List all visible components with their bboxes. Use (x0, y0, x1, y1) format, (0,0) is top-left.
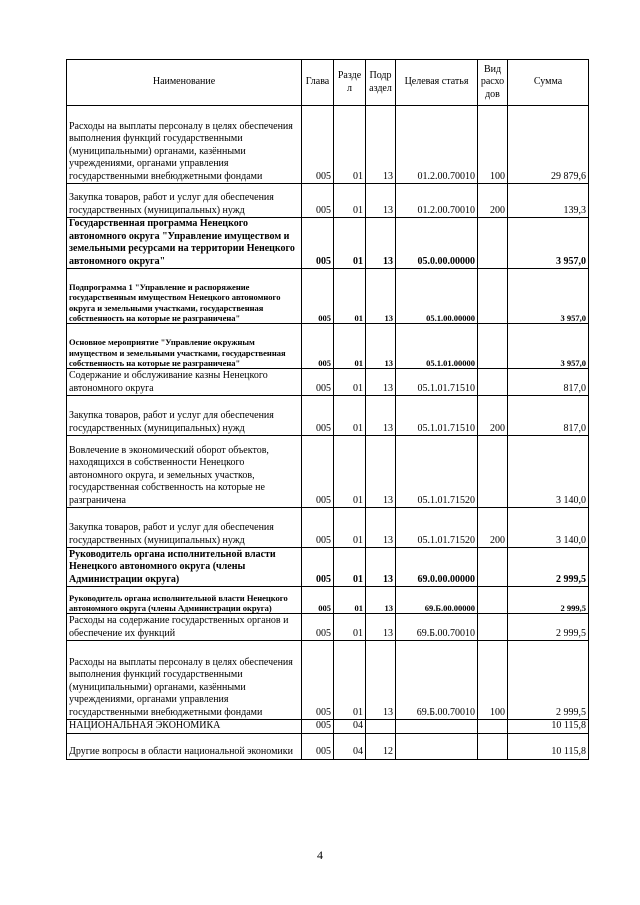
cell-target: 05.1.00.00000 (396, 269, 478, 324)
cell-vid (478, 218, 508, 269)
cell-vid (478, 720, 508, 734)
cell-name: Закупка товаров, работ и услуг для обеспечения государственных (муниципальных) нужд (67, 184, 302, 218)
cell-razdel: 01 (334, 587, 366, 614)
cell-glava: 005 (302, 614, 334, 641)
cell-podrazdel: 13 (366, 324, 396, 369)
cell-glava: 005 (302, 106, 334, 184)
table-row (67, 720, 589, 734)
cell-razdel: 04 (334, 733, 366, 759)
cell-glava: 005 (302, 548, 334, 587)
cell-podrazdel: 13 (366, 508, 396, 548)
cell-vid (478, 369, 508, 396)
cell-vid (478, 269, 508, 324)
cell-podrazdel: 13 (366, 269, 396, 324)
cell-glava: 005 (302, 218, 334, 269)
page-number: 4 (317, 848, 323, 862)
cell-razdel: 01 (334, 324, 366, 369)
cell-name: Расходы на выплаты персоналу в целях обеспечения выполнения функций государственными (муниципальными) органами, казёнными учреждениями, органами управления государственными внебюджетными фондами (67, 106, 302, 184)
cell-razdel: 01 (334, 641, 366, 720)
cell-glava: 005 (302, 436, 334, 508)
cell-glava: 005 (302, 396, 334, 436)
cell-razdel: 01 (334, 508, 366, 548)
cell-name: Содержание и обслуживание казны Ненецкого автономного округа (67, 369, 302, 396)
cell-razdel: 01 (334, 548, 366, 587)
table-row (67, 508, 589, 548)
cell-name: Руководитель органа исполнительной власти Ненецкого автономного округа (члены Администрации округа) (67, 548, 302, 587)
cell-vid: 100 (478, 106, 508, 184)
cell-sum: 3 957,0 (508, 324, 589, 369)
cell-razdel: 01 (334, 396, 366, 436)
cell-sum: 2 999,5 (508, 614, 589, 641)
table-row (67, 436, 589, 508)
cell-vid (478, 733, 508, 759)
budget-table (66, 59, 589, 760)
cell-sum: 2 999,5 (508, 641, 589, 720)
header-glava: Глава (302, 60, 334, 106)
cell-glava: 005 (302, 587, 334, 614)
cell-vid: 200 (478, 184, 508, 218)
cell-vid: 200 (478, 508, 508, 548)
cell-podrazdel: 13 (366, 218, 396, 269)
cell-target: 05.1.01.71520 (396, 436, 478, 508)
cell-sum: 3 140,0 (508, 436, 589, 508)
cell-glava: 005 (302, 324, 334, 369)
cell-podrazdel: 13 (366, 184, 396, 218)
cell-glava: 005 (302, 641, 334, 720)
cell-target: 05.1.01.00000 (396, 324, 478, 369)
header-podrazdel: Подр аздел (366, 60, 396, 106)
cell-target: 05.1.01.71520 (396, 508, 478, 548)
cell-sum: 29 879,6 (508, 106, 589, 184)
cell-sum: 10 115,8 (508, 733, 589, 759)
cell-target: 69.Б.00.70010 (396, 614, 478, 641)
table-row (67, 106, 589, 184)
cell-sum: 817,0 (508, 369, 589, 396)
table-row (67, 269, 589, 324)
table-row (67, 184, 589, 218)
cell-sum: 2 999,5 (508, 548, 589, 587)
cell-target (396, 720, 478, 734)
cell-target: 05.1.01.71510 (396, 396, 478, 436)
cell-razdel: 01 (334, 218, 366, 269)
header-target: Целевая статья (396, 60, 478, 106)
cell-glava: 005 (302, 369, 334, 396)
cell-name: Основное мероприятие "Управление окружным имуществом и земельными участками, государственная собственность на которые не разграничена" (67, 324, 302, 369)
cell-target: 69.Б.00.00000 (396, 587, 478, 614)
cell-target: 05.0.00.00000 (396, 218, 478, 269)
table-header-row (67, 60, 589, 106)
cell-name: Закупка товаров, работ и услуг для обеспечения государственных (муниципальных) нужд (67, 396, 302, 436)
cell-vid (478, 587, 508, 614)
cell-vid: 200 (478, 396, 508, 436)
cell-razdel: 01 (334, 106, 366, 184)
cell-name: Расходы на выплаты персоналу в целях обеспечения выполнения функций государственными (муниципальными) органами, казёнными учреждениями, органами управления государственными внебюджетными фондами (67, 641, 302, 720)
cell-razdel: 01 (334, 269, 366, 324)
table-row (67, 641, 589, 720)
cell-vid: 100 (478, 641, 508, 720)
table-row (67, 396, 589, 436)
cell-name: Государственная программа Ненецкого автономного округа "Управление имуществом и земельными ресурсами на территории Ненецкого автономного округа" (67, 218, 302, 269)
cell-vid (478, 614, 508, 641)
cell-podrazdel: 13 (366, 614, 396, 641)
cell-vid (478, 436, 508, 508)
cell-podrazdel: 13 (366, 587, 396, 614)
cell-podrazdel: 13 (366, 641, 396, 720)
header-vid: Вид расхо дов (478, 60, 508, 106)
table-row (67, 733, 589, 759)
cell-name: Вовлечение в экономический оборот объектов, находящихся в собственности Ненецкого автономного округа, и земельных участков, государственная собственность на которые не разграничена (67, 436, 302, 508)
cell-target: 69.0.00.00000 (396, 548, 478, 587)
cell-vid (478, 548, 508, 587)
cell-sum: 817,0 (508, 396, 589, 436)
cell-vid (478, 324, 508, 369)
cell-sum: 3 140,0 (508, 508, 589, 548)
cell-razdel: 01 (334, 614, 366, 641)
cell-name: Руководитель органа исполнительной власти Ненецкого автономного округа (члены Администрации округа) (67, 587, 302, 614)
cell-podrazdel: 13 (366, 548, 396, 587)
cell-target (396, 733, 478, 759)
cell-sum: 10 115,8 (508, 720, 589, 734)
cell-razdel: 01 (334, 436, 366, 508)
cell-podrazdel: 13 (366, 106, 396, 184)
cell-sum: 139,3 (508, 184, 589, 218)
cell-podrazdel: 13 (366, 369, 396, 396)
cell-name: Подпрограмма 1 "Управление и распоряжение государственным имуществом Ненецкого автономного округа и земельными участками, государственная собственность на которые не разграничена" (67, 269, 302, 324)
table-row (67, 218, 589, 269)
table-row (67, 369, 589, 396)
cell-sum: 3 957,0 (508, 218, 589, 269)
cell-razdel: 04 (334, 720, 366, 734)
cell-glava: 005 (302, 269, 334, 324)
cell-podrazdel: 12 (366, 733, 396, 759)
cell-glava: 005 (302, 184, 334, 218)
cell-sum: 2 999,5 (508, 587, 589, 614)
cell-target: 69.Б.00.70010 (396, 641, 478, 720)
cell-sum: 3 957,0 (508, 269, 589, 324)
cell-glava: 005 (302, 733, 334, 759)
cell-razdel: 01 (334, 369, 366, 396)
cell-podrazdel: 13 (366, 396, 396, 436)
header-name: Наименование (67, 60, 302, 106)
cell-razdel: 01 (334, 184, 366, 218)
cell-target: 01.2.00.70010 (396, 106, 478, 184)
table-row (67, 587, 589, 614)
cell-target: 05.1.01.71510 (396, 369, 478, 396)
cell-podrazdel (366, 720, 396, 734)
cell-name: НАЦИОНАЛЬНАЯ ЭКОНОМИКА (67, 720, 302, 734)
cell-target: 01.2.00.70010 (396, 184, 478, 218)
table-row (67, 614, 589, 641)
header-razdel: Разде л (334, 60, 366, 106)
cell-name: Закупка товаров, работ и услуг для обеспечения государственных (муниципальных) нужд (67, 508, 302, 548)
table-row (67, 324, 589, 369)
cell-name: Расходы на содержание государственных органов и обеспечение их функций (67, 614, 302, 641)
header-sum: Сумма (508, 60, 589, 106)
cell-name: Другие вопросы в области национальной экономики (67, 733, 302, 759)
cell-glava: 005 (302, 508, 334, 548)
cell-podrazdel: 13 (366, 436, 396, 508)
cell-glava: 005 (302, 720, 334, 734)
table-row (67, 548, 589, 587)
